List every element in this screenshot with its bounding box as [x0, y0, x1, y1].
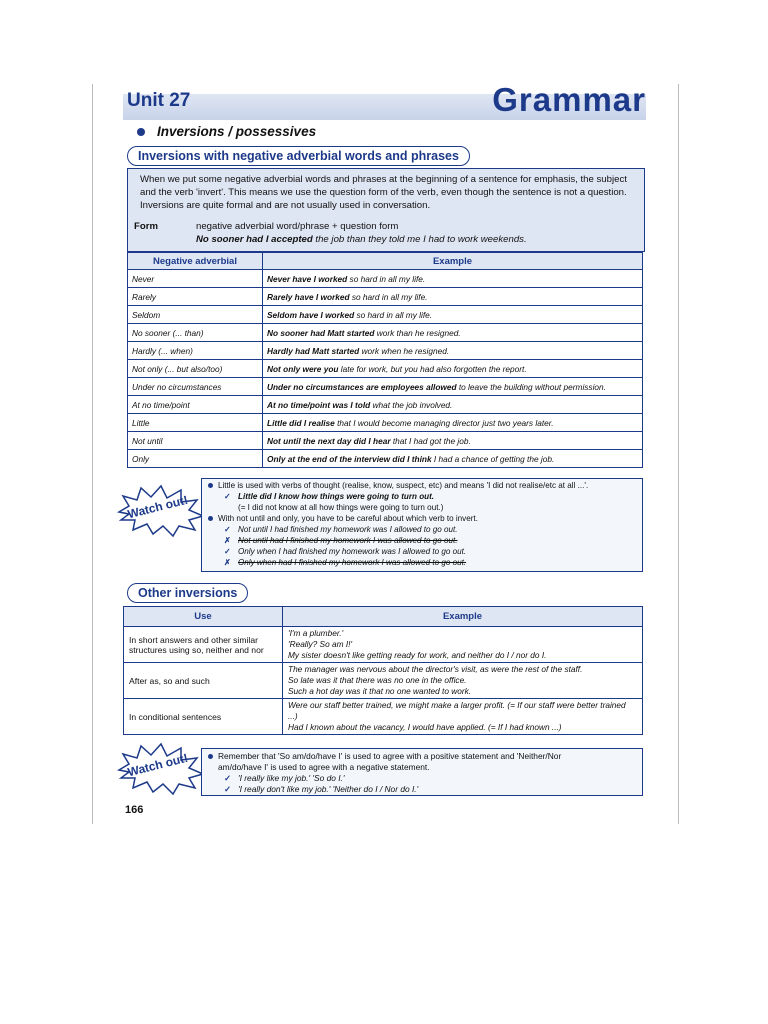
- example-rest: that I had got the job.: [390, 435, 471, 446]
- example-cell: [263, 396, 643, 414]
- wo1-line-7: [224, 547, 466, 558]
- example-rest: that I would become managing director just two years later.: [334, 417, 554, 428]
- cross-icon: ✗: [224, 558, 231, 567]
- example-rest: work than he resigned.: [374, 327, 461, 338]
- example-bold: Only at the end of the interview did I think: [267, 453, 432, 464]
- example-rest: so hard in all my life.: [354, 309, 433, 320]
- wo2-line-2: am/do/have I' is used to agree with a negative statement.: [218, 762, 430, 772]
- example-line: Had I known about the vacancy, I would have applied. (= If I had known ...): [288, 722, 562, 732]
- topic-text: Inversions / possessives: [157, 124, 317, 139]
- table-row: [128, 324, 643, 342]
- example-cell: [263, 270, 643, 288]
- example-line: So late was it that there was no one in the office.: [288, 675, 467, 685]
- use-cell: In conditional sentences: [124, 699, 283, 735]
- example-cell: [283, 627, 643, 663]
- example-cell: [263, 324, 643, 342]
- adverbial-cell: Not only (... but also/too): [128, 360, 263, 378]
- other-inversions-table: [123, 606, 643, 735]
- textbook-page: [92, 81, 679, 824]
- example-bold: Little did I realise: [267, 417, 335, 428]
- wo1-text-8: Only when had I finished my homework I was allowed to go out.: [238, 558, 467, 567]
- form-example-bold: No sooner had I accepted: [196, 234, 313, 245]
- example-rest: work when he resigned.: [359, 345, 450, 356]
- example-line: 'I'm a plumber.': [288, 628, 344, 638]
- bullet-icon: [208, 483, 213, 488]
- intro-panel: [127, 168, 645, 252]
- section1-heading: Inversions with negative adverbial words and phrases: [127, 146, 470, 166]
- wo1-line-4: [208, 514, 478, 525]
- wo1-text-2: Little did I know how things were going to turn out.: [238, 492, 435, 501]
- unit-label: Unit 27: [127, 90, 191, 111]
- form-example: [196, 233, 576, 246]
- page-number: 166: [125, 804, 144, 816]
- section2-heading: Other inversions: [127, 583, 248, 603]
- form-example-rest: the job than they told me I had to work weekends.: [312, 234, 527, 245]
- watch-out-label-2: Watch out!: [126, 750, 190, 780]
- wo2-text-3: 'I really like my job.' 'So do I.': [238, 773, 345, 783]
- wo2-line-3: [224, 773, 344, 784]
- adverbial-cell: Never: [128, 270, 263, 288]
- check-icon: ✓: [224, 492, 231, 501]
- example-bold: Never have I worked: [267, 273, 348, 284]
- col-negative-adverbial: Negative adverbial: [128, 253, 263, 270]
- wo1-text-1: Little is used with verbs of thought (realise, know, suspect, etc) and means 'I did not realise/etc at all ...'.: [218, 481, 589, 490]
- wo1-line-3: (= I did not know at all how things were going to turn out.): [238, 503, 444, 512]
- wo1-text-4: With not until and only, you have to be careful about which verb to invert.: [218, 514, 478, 523]
- table-row: [128, 360, 643, 378]
- wo1-line-1: [208, 481, 588, 492]
- adverbial-cell: Rarely: [128, 288, 263, 306]
- example-cell: [263, 306, 643, 324]
- wo1-text-6: Not until had I finished my homework I was allowed to go out.: [238, 536, 458, 545]
- bullet-icon: [137, 128, 145, 136]
- table-row: [128, 306, 643, 324]
- example-bold: Hardly had Matt started: [267, 345, 360, 356]
- table-row: [128, 270, 643, 288]
- table-row: [128, 450, 643, 468]
- example-bold: Not only were you: [267, 363, 339, 374]
- table-row: [128, 432, 643, 450]
- intro-text: When we put some negative adverbial words and phrases at the beginning of a sentence for emphasis, the subject and the verb 'invert'. This means we use the question form of the verb, even though the sentence is not a question. Inversions are quite formal and are not usually used in conversation.: [140, 174, 627, 211]
- example-cell: [263, 378, 643, 396]
- example-cell: [283, 699, 643, 735]
- example-line: The manager was nervous about the director's visit, as were the rest of the staff.: [288, 664, 583, 674]
- wo1-text-7: Only when I had finished my homework was I allowed to go out.: [238, 547, 467, 556]
- example-rest: I had a chance of getting the job.: [431, 453, 555, 464]
- table-row: [124, 699, 643, 735]
- example-cell: [263, 288, 643, 306]
- example-rest: so hard in all my life.: [347, 273, 426, 284]
- bullet-icon: [208, 754, 213, 759]
- example-bold: No sooner had Matt started: [267, 327, 375, 338]
- wo2-text-1: Remember that 'So am/do/have I' is used to agree with a positive statement and 'Neither/Nor: [218, 751, 562, 761]
- topic-heading: [137, 124, 316, 139]
- adverbial-cell: Hardly (... when): [128, 342, 263, 360]
- wo1-line-5: [224, 525, 458, 536]
- wo1-text-5: Not until I had finished my homework was I allowed to go out.: [238, 525, 458, 534]
- table-header-row: [124, 607, 643, 627]
- wo1-line-8: [224, 558, 466, 569]
- check-icon: ✓: [224, 547, 231, 556]
- wo2-text-4: 'I really don't like my job.' 'Neither do I / Nor do I.': [238, 784, 419, 794]
- table-row: [128, 288, 643, 306]
- adverbial-cell: Not until: [128, 432, 263, 450]
- col-use: Use: [124, 607, 283, 627]
- example-rest: what the job involved.: [370, 399, 453, 410]
- cross-icon: ✗: [224, 536, 231, 545]
- watch-out-badge-2: [115, 740, 207, 796]
- col-example: Example: [283, 607, 643, 627]
- page-header: [93, 81, 678, 122]
- example-line: My sister doesn't like getting ready for work, and neither do I / nor do I.: [288, 650, 547, 660]
- table-row: [128, 396, 643, 414]
- adverbial-cell: No sooner (... than): [128, 324, 263, 342]
- example-cell: [263, 342, 643, 360]
- check-icon: ✓: [224, 525, 231, 534]
- table-row: [124, 663, 643, 699]
- example-bold: Under no circumstances are employees allowed: [267, 381, 457, 392]
- use-cell: After as, so and such: [124, 663, 283, 699]
- bullet-icon: [208, 516, 213, 521]
- adverbial-cell: Little: [128, 414, 263, 432]
- example-bold: Not until the next day did I hear: [267, 435, 391, 446]
- watch-out-box-1: [201, 478, 643, 572]
- adverbial-cell: Under no circumstances: [128, 378, 263, 396]
- example-cell: [263, 450, 643, 468]
- example-rest: to leave the building without permission.: [456, 381, 606, 392]
- example-rest: late for work, but you had also forgotten the report.: [338, 363, 527, 374]
- example-bold: Rarely have I worked: [267, 291, 350, 302]
- example-cell: [263, 360, 643, 378]
- table-row: [128, 342, 643, 360]
- use-cell: In short answers and other similar structures using so, neither and nor: [124, 627, 283, 663]
- table-row: [124, 627, 643, 663]
- adverbial-cell: Only: [128, 450, 263, 468]
- col-example: Example: [263, 253, 643, 270]
- section-title: Grammar: [492, 81, 646, 118]
- example-cell: [263, 414, 643, 432]
- wo1-line-2: [224, 492, 434, 503]
- form-label: Form: [134, 221, 158, 232]
- example-bold: At no time/point was I told: [267, 399, 371, 410]
- example-line: 'Really? So am I!': [288, 639, 353, 649]
- example-line: Were our staff better trained, we might make a larger profit. (= If our staff were better trained ...): [288, 700, 626, 721]
- form-pattern: negative adverbial word/phrase + question form: [196, 221, 399, 232]
- table-header-row: [128, 253, 643, 270]
- negative-adverbial-table: [127, 252, 643, 468]
- example-line: Such a hot day was it that no one wanted to work.: [288, 686, 472, 696]
- wo1-line-6: [224, 536, 458, 547]
- check-icon: ✓: [224, 773, 232, 783]
- watch-out-label-1: Watch out!: [126, 492, 190, 522]
- example-cell: [263, 432, 643, 450]
- wo2-line-1: [208, 751, 561, 762]
- watch-out-badge-1: [115, 482, 207, 538]
- example-rest: so hard in all my life.: [349, 291, 428, 302]
- adverbial-cell: At no time/point: [128, 396, 263, 414]
- table-row: [128, 414, 643, 432]
- watch-out-box-2: [201, 748, 643, 796]
- example-cell: [283, 663, 643, 699]
- table-row: [128, 378, 643, 396]
- form-content: [196, 220, 576, 246]
- example-bold: Seldom have I worked: [267, 309, 355, 320]
- check-icon: ✓: [224, 784, 232, 794]
- adverbial-cell: Seldom: [128, 306, 263, 324]
- wo2-line-4: [224, 784, 418, 795]
